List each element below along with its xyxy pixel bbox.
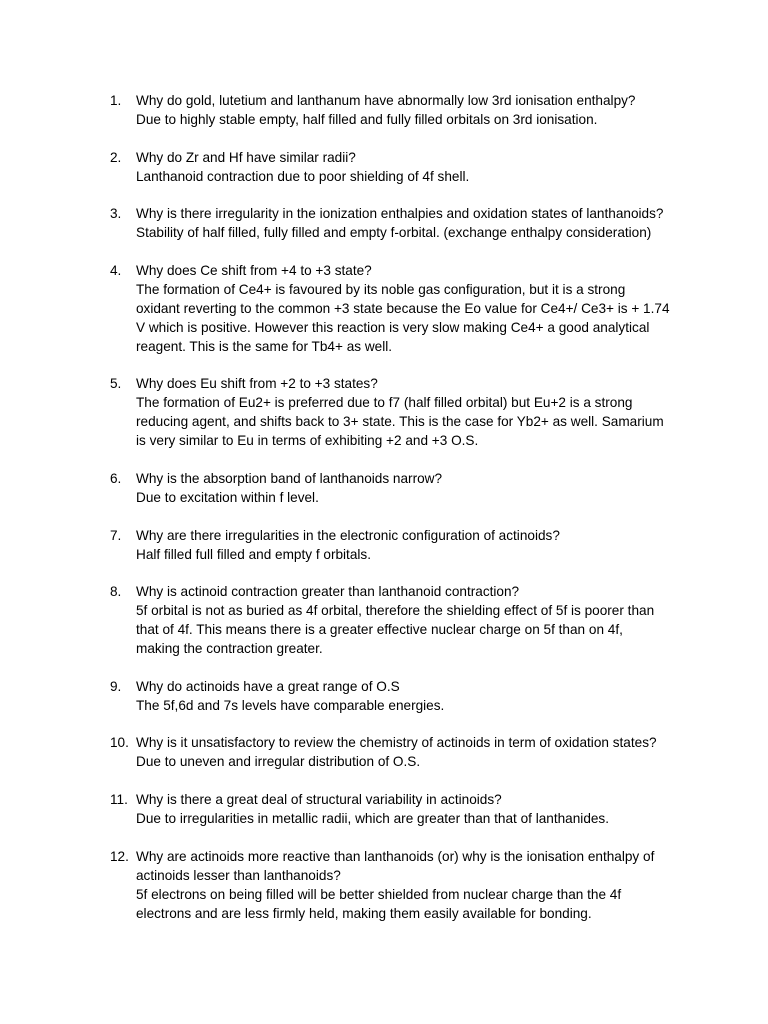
question-text: Why do Zr and Hf have similar radii? [136,149,356,165]
question-text: Why is it unsatisfactory to review the chemistry of actinoids in term of oxidation states? [136,735,657,751]
list-item [110,91,670,129]
list-item [110,526,670,564]
answer-text: 5f orbital is not as buried as 4f orbital, therefore the shielding effect of 5f is poorer than that of 4f. This means there is a greater effective nuclear charge on 5f than on 4f, making the contraction greater. [136,603,655,657]
list-item [110,204,670,242]
list-item [110,733,670,771]
item-number: 11. [110,791,128,807]
question-text: Why is there a great deal of structural variability in actinoids? [136,791,502,807]
answer-text: The formation of Eu2+ is preferred due to f7 (half filled orbital) but Eu+2 is a strong reducing agent, and shifts back to 3+ state. This is the case for Yb2+ as well. Samarium is very similar to Eu in terms of exhibiting +2 and +3 O.S. [136,395,664,449]
item-number: 2. [110,149,122,165]
answer-text: The 5f,6d and 7s levels have comparable energies. [136,697,445,713]
answer-text: Half filled full filled and empty f orbitals. [136,546,371,562]
item-number: 3. [110,206,122,222]
question-text: Why are actinoids more reactive than lanthanoids (or) why is the ionisation enthalpy of actinoids lesser than lanthanoids? [136,848,655,883]
list-item [110,847,670,923]
list-item [110,790,670,828]
question-answer-list [110,91,670,923]
question-text: Why is the absorption band of lanthanoids narrow? [136,470,443,486]
item-number: 1. [110,93,122,108]
list-item [110,582,670,658]
item-number: 7. [110,527,122,543]
question-text: Why is actinoid contraction greater than lanthanoid contraction? [136,584,520,600]
answer-text: 5f electrons on being filled will be better shielded from nuclear charge than the 4f electrons and are less firmly held, making them easily available for bonding. [136,886,622,921]
item-number: 9. [110,678,122,694]
answer-text: Due to highly stable empty, half filled and fully filled orbitals on 3rd ionisation. [136,112,598,127]
question-text: Why do gold, lutetium and lanthanum have abnormally low 3rd ionisation enthalpy? [136,93,636,108]
item-number: 8. [110,584,122,600]
answer-text: Due to irregularities in metallic radii, which are greater than that of lanthanides. [136,810,610,826]
question-text: Why do actinoids have a great range of O.S [136,678,400,694]
question-text: Why does Eu shift from +2 to +3 states? [136,376,378,392]
list-item [110,374,670,450]
list-item [110,148,670,186]
item-number: 4. [110,262,122,278]
list-item [110,261,670,356]
answer-text: Stability of half filled, fully filled and empty f-orbital. (exchange enthalpy consideration) [136,225,652,241]
question-text: Why does Ce shift from +4 to +3 state? [136,262,372,278]
list-item [110,677,670,715]
answer-text: Due to uneven and irregular distribution of O.S. [136,754,421,770]
question-text: Why are there irregularities in the electronic configuration of actinoids? [136,527,560,543]
answer-text: Due to excitation within f level. [136,489,319,505]
item-number: 10. [110,735,129,751]
answer-text: The formation of Ce4+ is favoured by its noble gas configuration, but it is a strong oxidant reverting to the common +3 state because the Eo value for Ce4+/ Ce3+ is + 1.74 V which is positive. However this reaction is very slow making Ce4+ a good analytical reagent. This is the same for Tb4+ as well. [136,281,670,354]
list-item [110,469,670,507]
item-number: 5. [110,376,122,392]
answer-text: Lanthanoid contraction due to poor shielding of 4f shell. [136,168,470,184]
item-number: 6. [110,470,122,486]
item-number: 12. [110,848,129,864]
question-text: Why is there irregularity in the ionization enthalpies and oxidation states of lanthanoids? [136,206,664,222]
